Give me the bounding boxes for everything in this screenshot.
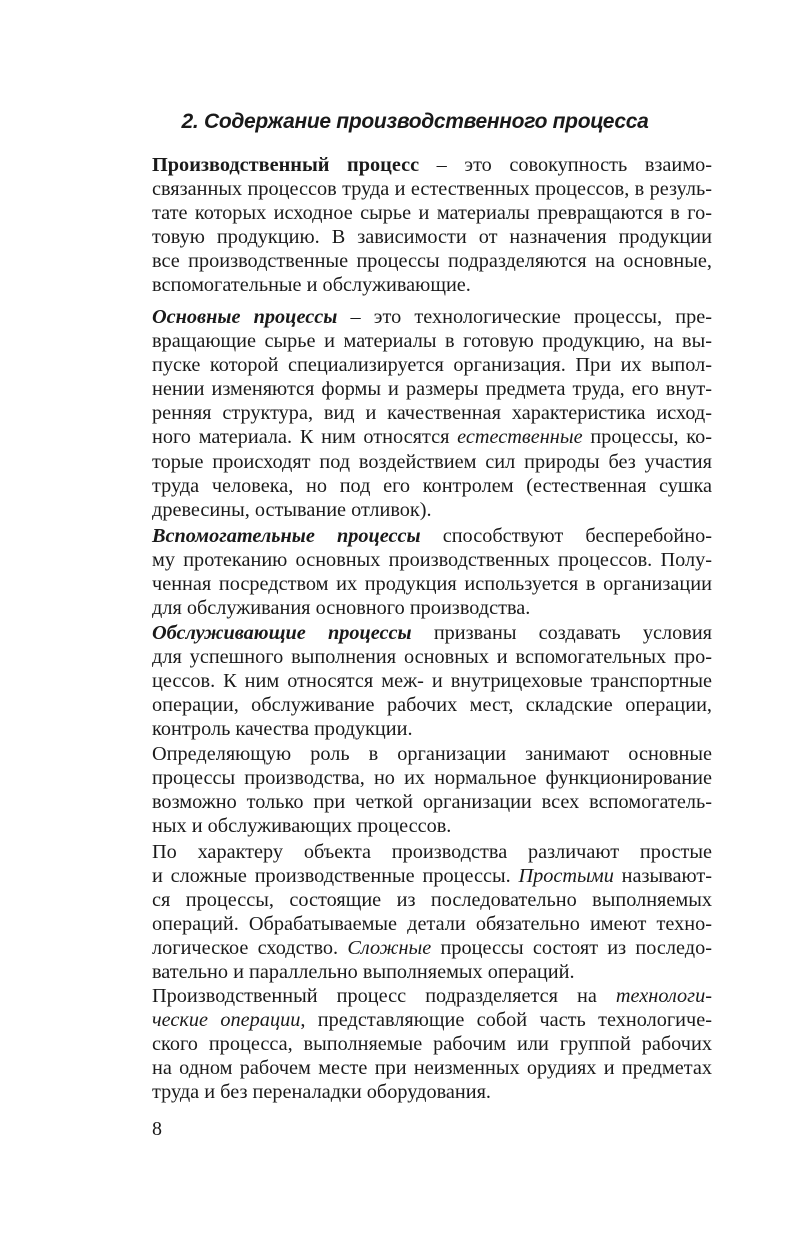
text-run: вспомогательные и обслуживающие.	[152, 274, 471, 297]
text-run: операций. Обрабатываемые детали обязательно имеют техно-	[152, 913, 712, 936]
italic-term: естественные	[457, 426, 583, 449]
text-run: труда человека, но под его контролем (естественная сушка	[152, 474, 712, 497]
text-run: вательно и параллельно выполняемых операций.	[152, 961, 575, 984]
bold-term: Основные процессы	[152, 306, 338, 328]
text-line	[152, 912, 712, 936]
text-run: способствуют бесперебойно-	[420, 525, 713, 547]
text-run: ся процессы, состоящие из последовательно выполняемых	[152, 889, 712, 912]
text-line	[152, 766, 712, 790]
text-run: ченная посредством их продукция используется в организации	[152, 573, 712, 596]
text-run: для обслуживания основного производства.	[152, 597, 531, 620]
text-run: на одном рабочем месте при неизменных орудиях и предметах	[152, 1057, 712, 1080]
text-line	[152, 572, 712, 596]
text-run: – это технологические процессы, пре-	[337, 306, 712, 328]
text-run: му протеканию основных производственных процессов. Полу-	[152, 549, 712, 572]
text-run: возможно только при четкой организации всех вспомогатель-	[152, 791, 712, 814]
text-line	[152, 450, 712, 474]
text-run: логическое сходство.	[152, 937, 348, 960]
paragraph	[152, 742, 712, 838]
text-line	[152, 498, 712, 522]
text-run: ного материала. К ним относятся	[152, 426, 458, 449]
text-line	[152, 596, 712, 620]
text-run: Определяющую роль в организации занимают основные	[152, 743, 712, 765]
text-run: контроль качества продукции.	[152, 718, 413, 741]
text-line	[152, 177, 712, 201]
text-run: цессов. К ним относятся меж- и внутрицеховые транспортные	[152, 670, 712, 693]
text-run: – это совокупность взаимо-	[419, 154, 712, 176]
text-line	[152, 548, 712, 572]
text-line	[152, 305, 712, 329]
text-line	[152, 864, 712, 888]
paragraph	[152, 840, 712, 985]
text-run: для успешного выполнения основных и вспомогательных про-	[152, 646, 712, 669]
text-line	[152, 249, 712, 273]
text-line	[152, 425, 712, 449]
text-run: связанных процессов труда и естественных процессов, в резуль-	[152, 178, 712, 201]
text-run: вращающие сырье и материалы в готовую продукцию, на вы-	[152, 330, 712, 353]
text-run: торые происходят под воздействием сил природы без участия	[152, 450, 712, 473]
text-line	[152, 474, 712, 498]
paragraph	[152, 984, 712, 1104]
text-line	[152, 1008, 712, 1032]
text-run: процессы производства, но их нормальное функционирование	[152, 767, 712, 790]
paragraph	[152, 305, 712, 522]
text-run: ского процесса, выполняемые рабочим или группой рабочих	[152, 1033, 712, 1056]
text-run: операции, обслуживание рабочих мест, складские операции,	[152, 694, 712, 717]
text-run: пуске которой специализируется организация. При их выпол-	[152, 354, 712, 377]
bold-term: Обслуживающие процессы	[152, 622, 412, 644]
italic-term: технологи-	[615, 985, 712, 1007]
text-line	[152, 1032, 712, 1056]
text-line	[152, 1056, 712, 1080]
text-run: труда и без переналадки оборудования.	[152, 1081, 492, 1104]
page-number: 8	[152, 1118, 162, 1140]
italic-term: Сложные	[347, 937, 432, 960]
text-run: По характеру объекта производства различают простые	[152, 841, 712, 863]
text-line	[152, 153, 712, 177]
text-line	[152, 888, 712, 912]
text-line	[152, 984, 712, 1008]
text-line	[152, 401, 712, 425]
text-run: ных и обслуживающих процессов.	[152, 815, 452, 838]
text-run: называют-	[613, 865, 712, 888]
text-line	[152, 273, 712, 297]
text-run: все производственные процессы подразделяются на основные,	[152, 250, 712, 273]
text-run: и сложные производственные процессы.	[152, 865, 519, 888]
text-run: призваны создавать условия	[411, 622, 713, 644]
text-run: тате которых исходное сырье и материалы превращаются в го-	[152, 202, 712, 225]
text-line	[152, 717, 712, 741]
bold-term: Производственный процесс	[152, 154, 420, 176]
text-line	[152, 742, 712, 766]
text-line	[152, 1080, 712, 1104]
bold-term: Вспомогательные процессы	[152, 525, 421, 547]
section-heading: 2. Содержание производственного процесса	[181, 110, 649, 133]
text-line	[152, 524, 712, 548]
text-run: , представляющие собой часть технологиче-	[300, 1009, 712, 1032]
text-line	[152, 814, 712, 838]
text-line	[152, 960, 712, 984]
italic-term: Простыми	[518, 865, 614, 888]
text-run: нении изменяются формы и размеры предмета труда, его внут-	[152, 378, 712, 401]
text-line	[152, 790, 712, 814]
text-line	[152, 353, 712, 377]
text-run: товую продукцию. В зависимости от назначения продукции	[152, 226, 712, 249]
text-run: Производственный процесс подразделяется на	[152, 985, 616, 1007]
text-line	[152, 621, 712, 645]
text-line	[152, 377, 712, 401]
text-line	[152, 936, 712, 960]
text-run: процессы, ко-	[582, 426, 712, 449]
text-line	[152, 225, 712, 249]
text-run: ренняя структура, вид и качественная характеристика исход-	[152, 402, 712, 425]
paragraph	[152, 524, 712, 620]
text-line	[152, 693, 712, 717]
text-line	[152, 669, 712, 693]
paragraph	[152, 153, 712, 298]
text-run: древесины, остывание отливок).	[152, 498, 432, 521]
paragraph	[152, 621, 712, 741]
text-line	[152, 840, 712, 864]
text-line	[152, 201, 712, 225]
text-run: процессы состоят из последо-	[431, 937, 712, 960]
text-line	[152, 329, 712, 353]
italic-term: ческие операции	[152, 1009, 301, 1032]
text-line	[152, 645, 712, 669]
